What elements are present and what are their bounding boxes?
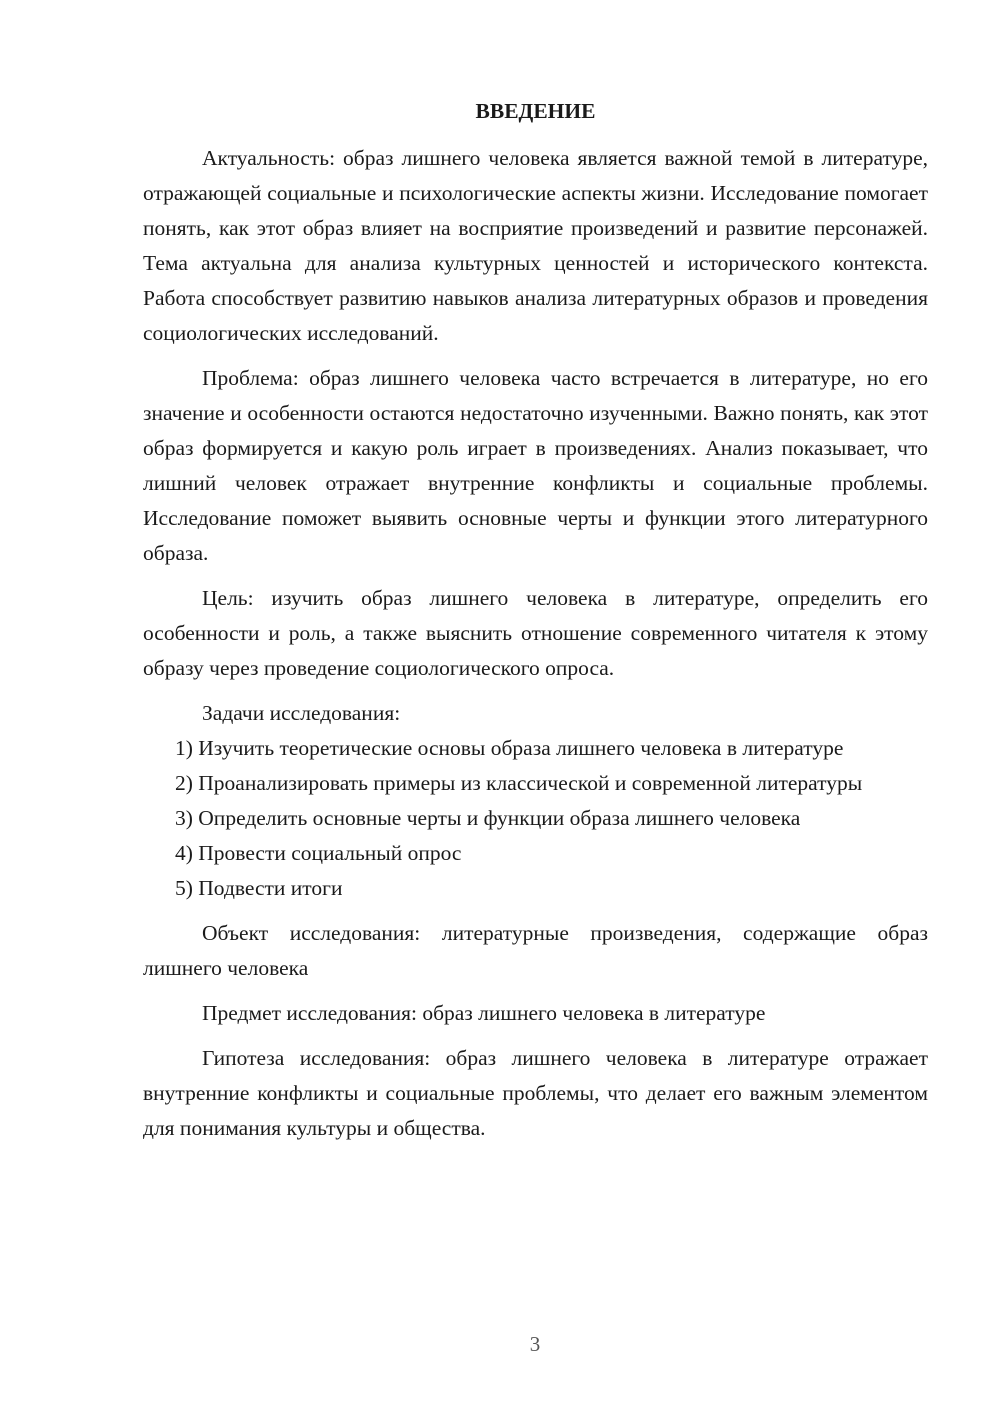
task-item-4: 4) Провести социальный опрос [175,841,462,865]
paragraph-hypothesis: Гипотеза исследования: образ лишнего человека в литературе отражает внутренние конфликты и социальные проблемы, что делает его важным элементом для понимания культуры и общества. [143,1046,928,1140]
task-item-2: 2) Проанализировать примеры из классической и современной литературы [175,771,863,795]
task-item-5: 5) Подвести итоги [175,876,343,900]
paragraph-object: Объект исследования: литературные произведения, содержащие образ лишнего человека [143,921,928,980]
paragraph-problem: Проблема: образ лишнего человека часто встречается в литературе, но его значение и особенности остаются недостаточно изученными. Важно понять, как этот образ формируется и какую роль играет в произведениях. Анализ показывает, что лишний человек отражает внутренние конфликты и социальные проблемы. Исследование поможет выявить основные черты и функции этого литературного образа. [143,366,928,565]
tasks-heading: Задачи исследования: [202,701,401,725]
task-item-3: 3) Определить основные черты и функции образа лишнего человека [175,806,801,830]
paragraph-relevance: Актуальность: образ лишнего человека является важной темой в литературе, отражающей социальные и психологические аспекты жизни. Исследование помогает понять, как этот образ влияет на восприятие произведений и развитие персонажей. Тема актуальна для анализа культурных ценностей и исторического контекста. Работа способствует развитию навыков анализа литературных образов и проведения социологических исследований. [143,146,928,345]
page-number: 3 [529,1332,541,1356]
paragraph-subject: Предмет исследования: образ лишнего человека в литературе [202,1001,766,1025]
task-item-1: 1) Изучить теоретические основы образа лишнего человека в литературе [175,736,844,760]
document-page [143,94,928,1146]
paragraph-goal: Цель: изучить образ лишнего человека в литературе, определить его особенности и роль, а также выяснить отношение современного читателя к этому образу через проведение социологического опроса. [143,586,928,680]
section-title: ВВЕДЕНИЕ [475,99,596,123]
